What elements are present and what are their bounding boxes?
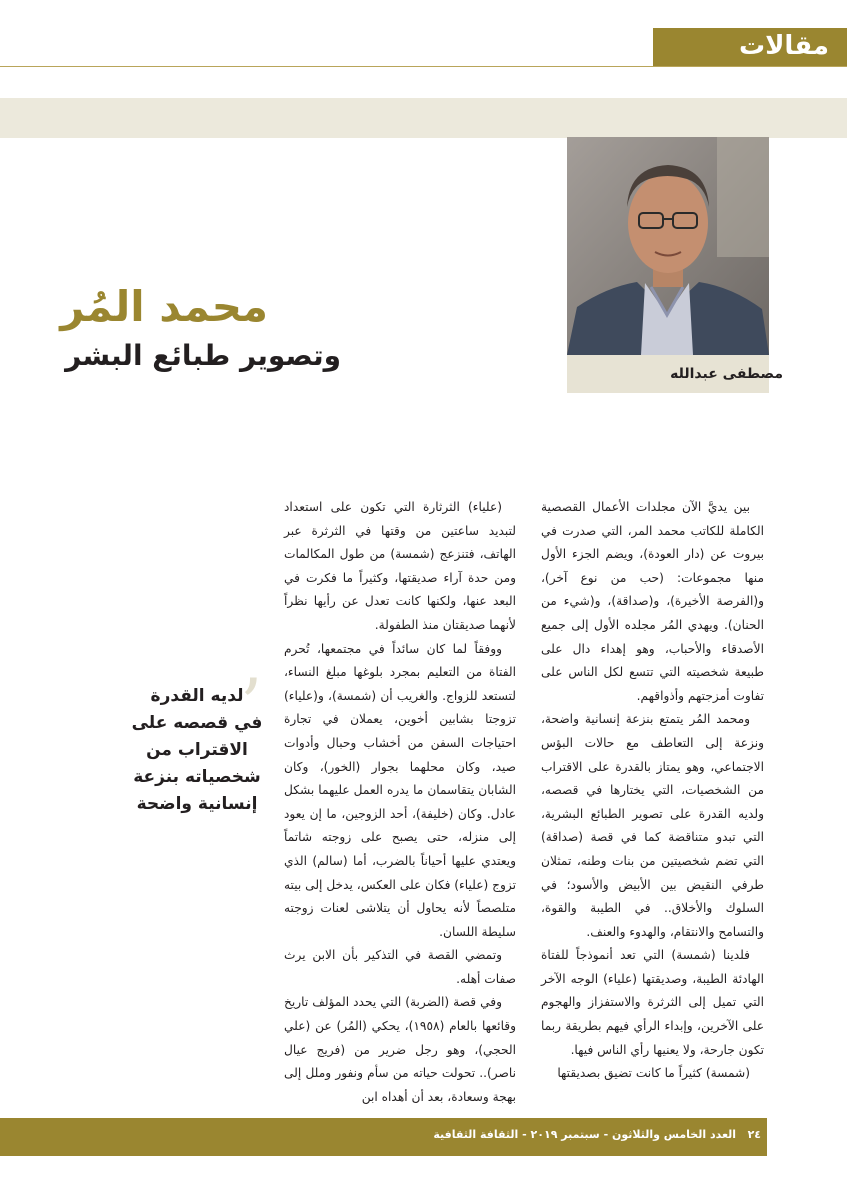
page-number: ٢٤ xyxy=(747,1128,761,1141)
section-tab xyxy=(653,28,847,66)
author-photo xyxy=(567,137,769,355)
author-portrait-graphic xyxy=(567,137,769,355)
pull-quote-line: في قصصه على xyxy=(131,713,263,733)
paragraph: فلدينا (شمسة) التي تعد أنموذجاً للفتاة الهادئة الطيبة، وصديقتها (علياء) الوجه الآخر التي تميل إلى الثرثرة والاستفزاز والهجوم على الآخرين، وإبداء الرأي فيهم بطريقة ربما تكون جارحة، ولا يعنيها رأي الناس فيها. xyxy=(541,948,764,1057)
paragraph: وتمضي القصة في التذكير بأن الابن يرث صفات أهله. xyxy=(284,948,516,986)
paragraph: (علياء) الثرثارة التي تكون على استعداد لتبديد ساعتين من وقتها في الثرثرة عبر الهاتف، فتنزعج (شمسة) من طول المكالمات ومن حدة آراء صديقتها، وكثيراً ما فكرت في البعد عنها، ولكنها كانت تعدل عن رأيها نظراً لأنهما صديقتان منذ الطفولة. xyxy=(284,500,516,632)
paragraph: بين يديَّ الآن مجلدات الأعمال القصصية الكاملة للكاتب محمد المر، التي صدرت في بيروت عن (دار العودة)، ويضم الجزء الأول منها مجموعات: (حب من نوع آخر)، و(الفرصة الأخيرة)، و(صداقة)، و(شيء من الحنان). ويهدي المُر مجلده الأول إلى جميع الأصدقاء والأحباب، وهو إهداء دال على طبيعة شخصيته التي تتسع لكل الناس على تفاوت أمزجتهم وأذواقهم. xyxy=(541,500,764,703)
paragraph: (شمسة) كثيراً ما كانت تضيق بصديقتها xyxy=(557,1066,750,1081)
header-rule xyxy=(0,66,847,67)
paragraph: وفي قصة (الضربة) التي يحدد المؤلف تاريخ وقائعها بالعام (١٩٥٨)، يحكي (المُر) عن (علي الحجي)، وهو رجل ضرير من (فريج عيال ناصر).. تحولت حياته من سأم ونفور وملل إلى بهجة وسعادة، بعد أن أهداه ابن xyxy=(284,995,516,1104)
pull-quote xyxy=(128,683,266,818)
pull-quote-line: الاقتراب من xyxy=(146,740,248,760)
footer-text: ٢٤ العدد الخامس والثلاثون - سبتمبر ٢٠١٩ - الثقافة الثقافية xyxy=(433,1128,761,1141)
magazine-name: الثقافة الثقافية xyxy=(433,1128,519,1141)
author-name: مصطفى عبدالله xyxy=(670,366,783,382)
paragraph: ومحمد المُر يتمتع بنزعة إنسانية واضحة، ونزعة إلى التعاطف مع حالات البؤس الاجتماعي، وهو يمتاز بالقدرة على الاقتراب من الشخصيات، التي يختارها في قصصه، ولديه القدرة على تصوير الطبائع البشرية، التي تبدو متناقضة كما في قصة (صداقة) التي تضم شخصيتين من بنات وطنه، تمثلان طرفي النقيض بين الأبيض والأسود؛ في السلوك والأخلاق.. في الطيبة والقوة، والتسامح والانتقام، والهدوء والعنف. xyxy=(541,712,764,939)
body-column-right xyxy=(541,496,764,1086)
title-band xyxy=(0,98,847,138)
pull-quote-line: إنسانية واضحة xyxy=(136,794,258,814)
paragraph: ووفقاً لما كان سائداً في مجتمعها، تُحرم الفتاة من التعليم بمجرد بلوغها مبلغ النساء، لتستعد للزواج. والغريب أن (شمسة)، و(علياء) تزوجتا بشابين أخوين، يعملان في تجارة احتياجات السفن من أخشاب وحبال وأدوات صيد، وكان محلهما بجوار (الخور)، وكان الشابان يتقاسمان ما يدره العمل عليهما بشكل عادل. وكان (خليفة)، أحد الزوجين، ما إن يعود إلى منزله، حتى يصبح على زوجته شاتماً ويعتدي عليها أحياناً بالضرب، أما (سالم) الذي تزوج (علياء) فكان على العكس، يدخل إلى بيته متلصصاً لأنه يحاول أن يتلاشى لعنات زوجته سليطة اللسان. xyxy=(284,641,516,939)
pull-quote-line: شخصياته بنزعة xyxy=(133,767,261,787)
article-title: محمد المُر xyxy=(60,282,268,331)
issue-info: العدد الخامس والثلاثون - سبتمبر ٢٠١٩ xyxy=(530,1128,737,1141)
section-label: مقالات xyxy=(738,31,829,61)
pull-quote-line: لديه القدرة xyxy=(150,686,244,706)
article-subtitle: وتصوير طبائع البشر xyxy=(65,339,341,372)
body-column-left xyxy=(284,496,516,1109)
quote-mark-icon: ’ xyxy=(240,664,263,746)
